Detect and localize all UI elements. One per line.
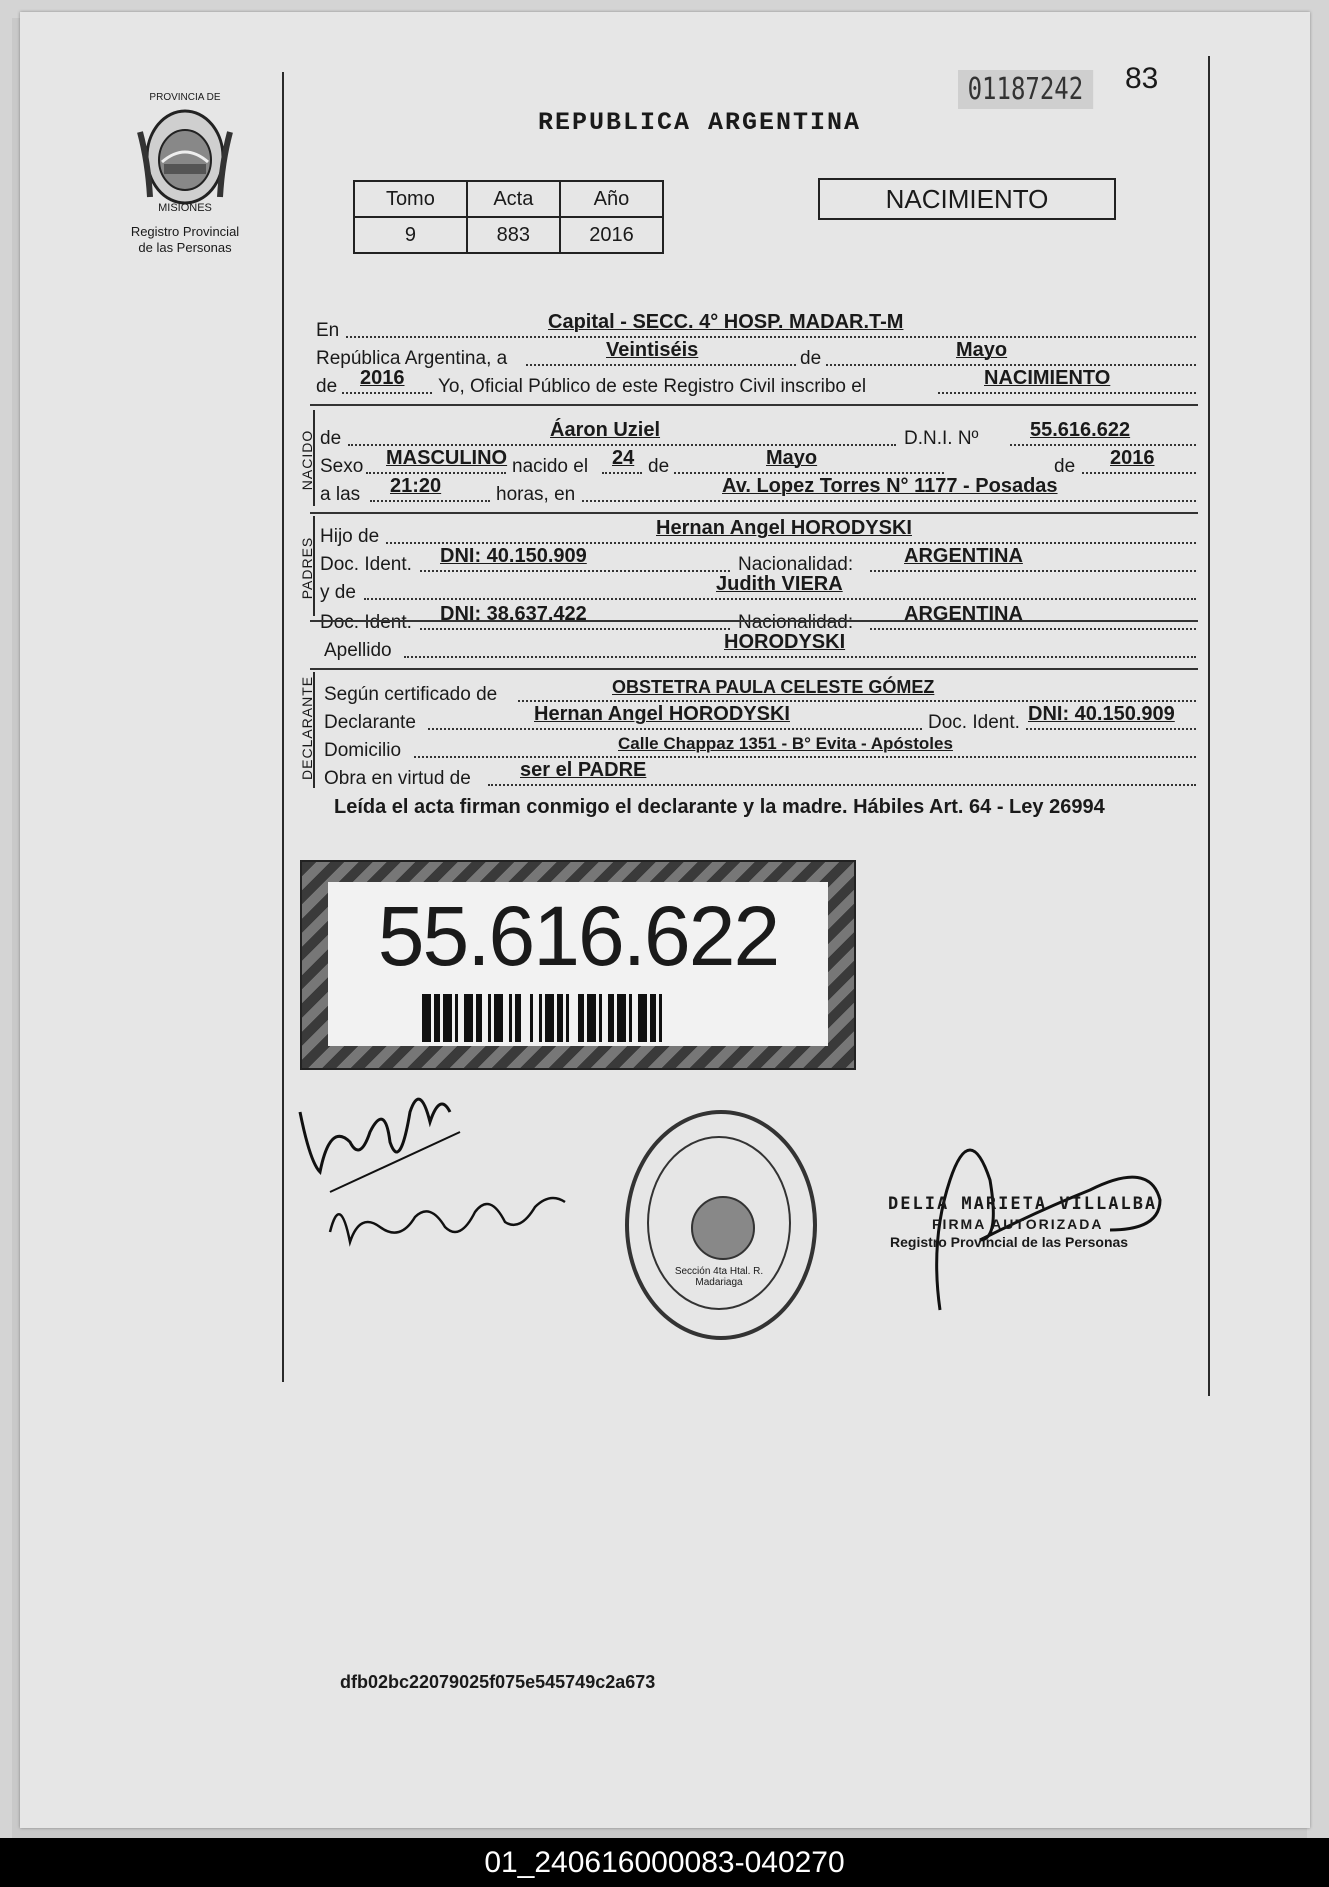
official-office: Registro Provincial de las Personas [890,1234,1129,1250]
barcode-bar [638,994,647,1042]
row-yo-oficial: de 2016 Yo, Oficial Público de este Registro Civil inscribo el NACIMIENTO [316,368,1196,398]
value-domicilio: Calle Chappaz 1351 - B° Evita - Apóstoles [618,734,953,753]
stamp-inner-text: Sección 4ta Htal. R. Madariaga [674,1266,764,1288]
sticker-number: 55.616.622 [377,889,779,983]
value-padre-doc: DNI: 40.150.909 [440,545,587,567]
barcode-bar [509,994,512,1042]
side-label-padres: PADRES [299,536,315,600]
registry-line2: de las Personas [138,240,232,255]
value-declarante-doc: DNI: 40.150.909 [1028,703,1175,725]
barcode-bar [539,994,542,1042]
barcode-bar [587,994,596,1042]
barcode-bar [455,994,458,1042]
barcode-bar [488,994,491,1042]
record-type-box: NACIMIENTO [818,178,1116,220]
dni-sticker [300,860,856,1070]
row-sexo: Sexo MASCULINO nacido el 24 de Mayo de 2016 [320,448,1196,478]
value-declarante: Hernan Angel HORODYSKI [534,703,790,725]
acta-header: Acta [467,181,560,217]
footer-id: 01_240616000083-040270 [0,1838,1329,1887]
official-role: FIRMA AUTORIZADA [932,1216,1104,1232]
barcode-bar [599,994,602,1042]
barcode-bar [422,994,431,1042]
barcode-bar [617,994,626,1042]
value-tipo: NACIMIENTO [984,367,1111,389]
value-lugar: Capital - SECC. 4° HOSP. MADAR.T-M [548,311,904,333]
registry-line1: Registro Provincial [130,224,240,239]
tomo-header: Tomo [354,181,467,217]
value-apellido: HORODYSKI [724,631,846,653]
serial-number: 01187242 [958,70,1093,109]
value-virtud: ser el PADRE [520,759,647,781]
document-title: REPUBLICA ARGENTINA [538,108,862,137]
value-mes: Mayo [956,339,1008,361]
value-anio-nac: 2016 [1110,447,1155,469]
certificate-page [20,12,1310,1828]
page-number: 83 [1125,62,1159,95]
barcode-bar [434,994,440,1042]
official-name: DELIA MARIETA VILLALBA [888,1194,1158,1214]
barcode-bar [494,994,503,1042]
barcode-bar [650,994,656,1042]
value-dia-letras: Veintiséis [606,339,699,361]
father-signature [320,1172,580,1272]
row-hora: a las 21:20 horas, en Av. Lopez Torres N° 1177 - Posadas [320,476,1196,506]
barcode-bar [476,994,482,1042]
side-label-declarante: DECLARANTE [299,675,315,780]
row-padre-doc: Doc. Ident. DNI: 40.150.909 Nacionalidad: ARGENTINA [320,546,1196,576]
barcode-bar [629,994,632,1042]
barcode-bar [515,994,521,1042]
value-dia: 24 [612,447,635,469]
value-madre-nac: ARGENTINA [904,603,1023,625]
value-mes-nac: Mayo [766,447,818,469]
value-padre-nac: ARGENTINA [904,545,1023,567]
row-madre: y de Judith VIERA [320,574,1196,604]
barcode-bar [557,994,563,1042]
value-sexo: MASCULINO [386,447,508,469]
record-table [353,180,664,254]
tomo-value: 9 [354,217,467,253]
value-nombre: Áaron Uziel [550,419,661,441]
row-certificado: Según certificado de OBSTETRA PAULA CELESTE GÓMEZ [324,676,1196,706]
row-nombre: de Áaron Uziel D.N.I. Nº 55.616.622 [320,420,1196,450]
row-domicilio: Domicilio Calle Chappaz 1351 - B° Evita - Apóstoles [324,732,1196,762]
value-anio: 2016 [360,367,405,389]
crest-top-text: PROVINCIA DE [149,92,221,103]
crest-icon [130,102,240,212]
row-apellido: Apellido HORODYSKI [324,632,1196,662]
official-stamp [625,1110,817,1340]
label-en: En [316,320,340,341]
legal-note: Leída el acta firman conmigo el declarante y la madre. Hábiles Art. 64 - Ley 26994 [334,796,1105,818]
value-madre: Judith VIERA [716,573,843,595]
value-madre-doc: DNI: 38.637.422 [440,603,587,625]
barcode-bar [443,994,452,1042]
barcode-bar [464,994,473,1042]
barcode-bar [578,994,584,1042]
province-crest [130,102,240,212]
value-certificado: OBSTETRA PAULA CELESTE GÓMEZ [612,677,935,697]
left-margin-line [282,72,284,1382]
document-hash: dfb02bc22079025f075e545749c2a673 [340,1672,656,1692]
barcode-bar [659,994,662,1042]
right-margin-line [1208,56,1210,1396]
barcode-bar [566,994,569,1042]
row-declarante: Declarante Hernan Angel HORODYSKI Doc. Ident. DNI: 40.150.909 [324,704,1196,734]
anio-header: Año [560,181,663,217]
anio-value: 2016 [560,217,663,253]
stamp-emblem [691,1196,755,1260]
row-en [316,312,1196,342]
acta-value: 883 [467,217,560,253]
value-padre: Hernan Angel HORODYSKI [656,517,912,539]
row-republica: República Argentina, a Veintiséis de Mayo [316,340,1196,370]
side-label-nacido: NACIDO [299,429,315,491]
value-dni: 55.616.622 [1030,419,1131,441]
row-padre: Hijo de Hernan Angel HORODYSKI [320,518,1196,548]
barcode-bar [545,994,554,1042]
row-virtud: Obra en virtud de ser el PADRE [324,760,1196,790]
barcode-bar [608,994,614,1042]
crest-bottom-text: MISIONES [158,202,212,214]
row-madre-doc: Doc. Ident. DNI: 38.637.422 Nacionalidad: ARGENTINA [320,604,1196,634]
value-hora: 21:20 [390,475,442,497]
barcode-bar [530,994,533,1042]
value-lugar-nac: Av. Lopez Torres N° 1177 - Posadas [722,475,1058,497]
barcode [422,994,742,1042]
